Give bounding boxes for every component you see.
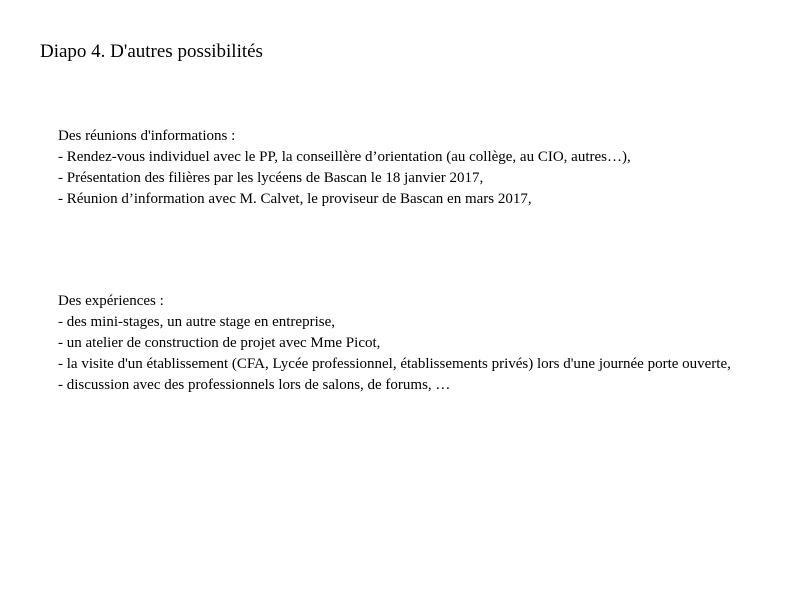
list-item: - Présentation des filières par les lycéens de Bascan le 18 janvier 2017, bbox=[58, 170, 484, 186]
section-meetings bbox=[58, 126, 738, 210]
page-title: Diapo 4. D'autres possibilités bbox=[40, 41, 263, 62]
list-item: - Rendez-vous individuel avec le PP, la conseillère d’orientation (au collège, au CIO, autres…), bbox=[58, 149, 631, 165]
list-item: - des mini-stages, un autre stage en entreprise, bbox=[58, 314, 335, 330]
list-item: - la visite d'un établissement (CFA, Lycée professionnel, établissements privés) lors d'une journée porte ouverte, bbox=[58, 356, 731, 372]
section-experiences bbox=[58, 291, 738, 396]
section-heading: Des expériences : bbox=[58, 293, 164, 309]
list-item: - discussion avec des professionnels lors de salons, de forums, … bbox=[58, 377, 451, 393]
list-item: - Réunion d’information avec M. Calvet, le proviseur de Bascan en mars 2017, bbox=[58, 191, 532, 207]
list-item: - un atelier de construction de projet avec Mme Picot, bbox=[58, 335, 381, 351]
section-heading: Des réunions d'informations : bbox=[58, 128, 236, 144]
